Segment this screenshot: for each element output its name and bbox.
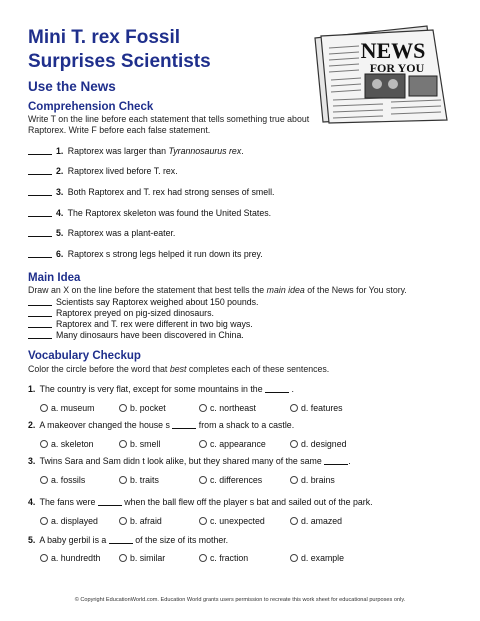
- vocab-3-option-b[interactable]: b. traits: [119, 475, 159, 485]
- vocab-5-option-d[interactable]: d. example: [290, 553, 344, 563]
- vocab-1-option-a[interactable]: a. museum: [40, 403, 95, 413]
- radio-circle[interactable]: [290, 554, 298, 562]
- answer-blank[interactable]: [28, 316, 52, 317]
- vocab-4-option-b[interactable]: b. afraid: [119, 516, 162, 526]
- vocab-1-option-c[interactable]: c. northeast: [199, 403, 256, 413]
- radio-circle[interactable]: [199, 404, 207, 412]
- vocab-question-3: 3. Twins Sara and Sam didn t look alike, but they shared many of the same .: [28, 456, 351, 466]
- vocab-question-5: 5. A baby gerbil is a of the size of its mother.: [28, 535, 229, 545]
- vocab-2-option-b[interactable]: b. smell: [119, 439, 160, 449]
- answer-blank[interactable]: [28, 195, 52, 196]
- radio-circle[interactable]: [119, 517, 127, 525]
- main-idea-option-4: Many dinosaurs have been discovered in China.: [28, 330, 244, 340]
- main-idea-option-2: Raptorex preyed on pig-sized dinosaurs.: [28, 308, 214, 318]
- radio-circle[interactable]: [199, 440, 207, 448]
- vocabulary-instructions: Color the circle before the word that best completes each of these sentences.: [28, 364, 330, 374]
- tf-item-3: 3. Both Raptorex and T. rex had strong senses of smell.: [28, 187, 274, 197]
- vocab-4-option-c[interactable]: c. unexpected: [199, 516, 265, 526]
- radio-circle[interactable]: [119, 440, 127, 448]
- news-for-you-logo: [309, 24, 459, 124]
- vocab-1-option-d[interactable]: d. features: [290, 403, 343, 413]
- vocab-question-4: 4. The fans were when the ball flew off the player s bat and sailed out of the park.: [28, 497, 373, 507]
- radio-circle[interactable]: [40, 517, 48, 525]
- logo-text-for-you: FOR YOU: [369, 61, 425, 75]
- logo-text-news: NEWS: [360, 38, 426, 63]
- vocabulary-heading: Vocabulary Checkup: [28, 350, 141, 362]
- vocab-1-option-b[interactable]: b. pocket: [119, 403, 166, 413]
- radio-circle[interactable]: [40, 440, 48, 448]
- worksheet-title: [28, 26, 298, 74]
- vocab-3-option-a[interactable]: a. fossils: [40, 475, 85, 485]
- answer-blank: [324, 464, 348, 465]
- vocab-question-2: 2. A makeover changed the house s from a shack to a castle.: [28, 420, 295, 430]
- answer-blank[interactable]: [28, 327, 52, 328]
- answer-blank[interactable]: [28, 236, 52, 237]
- radio-circle[interactable]: [199, 476, 207, 484]
- answer-blank[interactable]: [28, 174, 52, 175]
- answer-blank[interactable]: [28, 305, 52, 306]
- answer-blank: [172, 428, 196, 429]
- radio-circle[interactable]: [290, 476, 298, 484]
- radio-circle[interactable]: [290, 404, 298, 412]
- answer-blank: [98, 505, 122, 506]
- copyright-notice: © Copyright EducationWorld.com. Education World grants users permission to recreate this work sheet for educational purposes only.: [74, 597, 406, 603]
- radio-circle[interactable]: [290, 517, 298, 525]
- title-line-2: Surprises Scientists: [28, 51, 211, 72]
- title-line-1: Mini T. rex Fossil: [28, 27, 181, 48]
- vocab-2-option-d[interactable]: d. designed: [290, 439, 347, 449]
- main-idea-option-1: Scientists say Raptorex weighed about 150 pounds.: [28, 297, 258, 307]
- radio-circle[interactable]: [119, 404, 127, 412]
- answer-blank[interactable]: [28, 257, 52, 258]
- vocab-5-option-b[interactable]: b. similar: [119, 553, 165, 563]
- subtitle: Use the News: [28, 79, 116, 94]
- main-idea-instructions: Draw an X on the line before the statement that best tells the main idea of the News for You story.: [28, 285, 407, 295]
- main-idea-option-3: Raptorex and T. rex were different in two big ways.: [28, 319, 253, 329]
- tf-item-5: 5. Raptorex was a plant-eater.: [28, 228, 175, 238]
- radio-circle[interactable]: [40, 476, 48, 484]
- tf-item-6: 6. Raptorex s strong legs helped it run down its prey.: [28, 249, 263, 259]
- radio-circle[interactable]: [199, 517, 207, 525]
- vocab-3-option-d[interactable]: d. brains: [290, 475, 335, 485]
- radio-circle[interactable]: [40, 554, 48, 562]
- radio-circle[interactable]: [119, 476, 127, 484]
- answer-blank[interactable]: [28, 338, 52, 339]
- vocab-2-option-c[interactable]: c. appearance: [199, 439, 266, 449]
- answer-blank: [109, 543, 133, 544]
- vocab-4-option-a[interactable]: a. displayed: [40, 516, 98, 526]
- tf-item-2: 2. Raptorex lived before T. rex.: [28, 166, 178, 176]
- vocab-5-option-a[interactable]: a. hundredth: [40, 553, 100, 563]
- radio-circle[interactable]: [119, 554, 127, 562]
- answer-blank: [265, 392, 289, 393]
- tf-item-4: 4. The Raptorex skeleton was found the United States.: [28, 208, 271, 218]
- tf-item-1: 1. Raptorex was larger than Tyrannosaurus rex.: [28, 146, 244, 156]
- comprehension-instructions: Write T on the line before each statement that tells something true about Raptorex. Write F before each false statement.: [28, 114, 310, 135]
- vocab-5-option-c[interactable]: c. fraction: [199, 553, 248, 563]
- radio-circle[interactable]: [40, 404, 48, 412]
- answer-blank[interactable]: [28, 216, 52, 217]
- vocab-2-option-a[interactable]: a. skeleton: [40, 439, 94, 449]
- radio-circle[interactable]: [290, 440, 298, 448]
- vocab-4-option-d[interactable]: d. amazed: [290, 516, 342, 526]
- vocab-3-option-c[interactable]: c. differences: [199, 475, 262, 485]
- comprehension-heading: Comprehension Check: [28, 101, 154, 113]
- radio-circle[interactable]: [199, 554, 207, 562]
- main-idea-heading: Main Idea: [28, 272, 81, 284]
- answer-blank[interactable]: [28, 154, 52, 155]
- vocab-question-1: 1. The country is very flat, except for some mountains in the .: [28, 384, 294, 394]
